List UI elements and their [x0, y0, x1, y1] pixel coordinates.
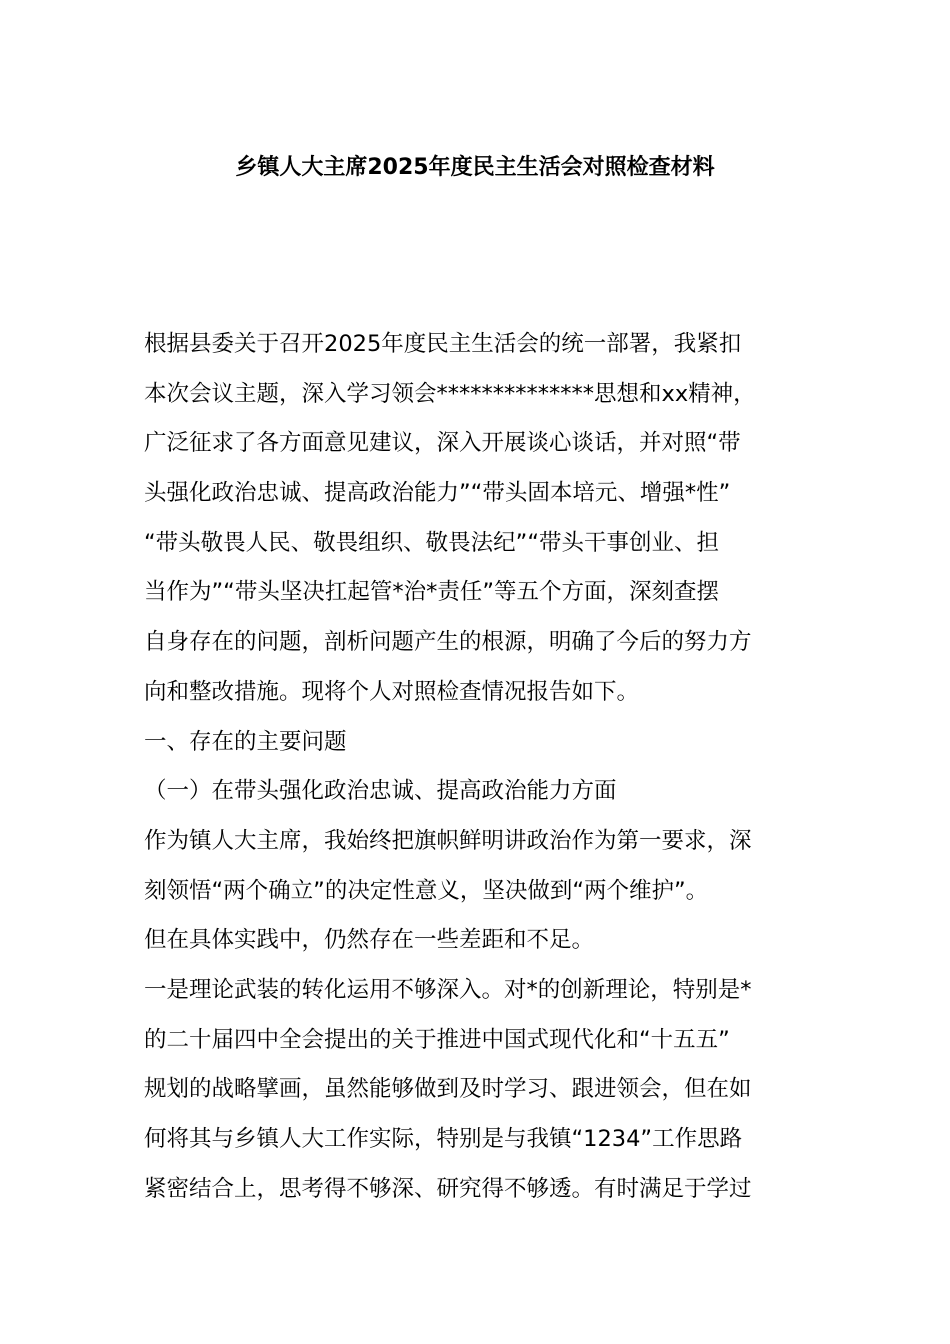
- body-line-3: 广泛征求了各方面意见建议，深入开展谈心谈话，并对照“带: [144, 430, 741, 457]
- body-line-16: 规划的战略擘画，虽然能够做到及时学习、跟进领会，但在如: [144, 1076, 752, 1103]
- body-line-6: 当作为”“带头坚决扛起管*治*责任”等五个方面，深刻查摆: [144, 579, 719, 606]
- document-body: [144, 320, 806, 1214]
- body-line-11: 作为镇人大主席，我始终把旗帜鲜明讲政治作为第一要求，深: [144, 827, 752, 854]
- body-line-8: 向和整改措施。现将个人对照检查情况报告如下。: [144, 678, 640, 705]
- body-line-18: 紧密结合上，思考得不够深、研究得不够透。有时满足于学过: [144, 1175, 752, 1202]
- body-line-12: 刻领悟“两个确立”的决定性意义，坚决做到“两个维护”。: [144, 877, 709, 904]
- body-line-17: 何将其与乡镇人大工作实际，特别是与我镇“1234”工作思路: [144, 1126, 743, 1152]
- body-line-5: “带头敬畏人民、敬畏组织、敬畏法纪”“带头干事创业、担: [144, 529, 719, 556]
- section-heading-1: 一、存在的主要问题: [144, 728, 347, 755]
- subsection-heading-1: （一）在带头强化政治忠诚、提高政治能力方面: [144, 778, 617, 805]
- document-title: 乡镇人大主席2025年度民主生活会对照检查材料: [235, 155, 715, 180]
- body-line-4: 头强化政治忠诚、提高政治能力”“带头固本培元、增强*性”: [144, 480, 731, 507]
- body-line-15: 的二十届四中全会提出的关于推进中国式现代化和“十五五”: [144, 1026, 730, 1053]
- body-line-1: 根据县委关于召开2025年度民主生活会的统一部署，我紧扣: [144, 331, 742, 357]
- body-line-2: 本次会议主题，深入学习领会**************思想和xx精神，: [144, 380, 756, 407]
- body-line-7: 自身存在的问题，剖析问题产生的根源，明确了今后的努力方: [144, 629, 752, 656]
- body-line-14: 一是理论武装的转化运用不够深入。对*的创新理论，特别是*: [144, 976, 752, 1003]
- body-line-13: 但在具体实践中，仍然存在一些差距和不足。: [144, 927, 595, 954]
